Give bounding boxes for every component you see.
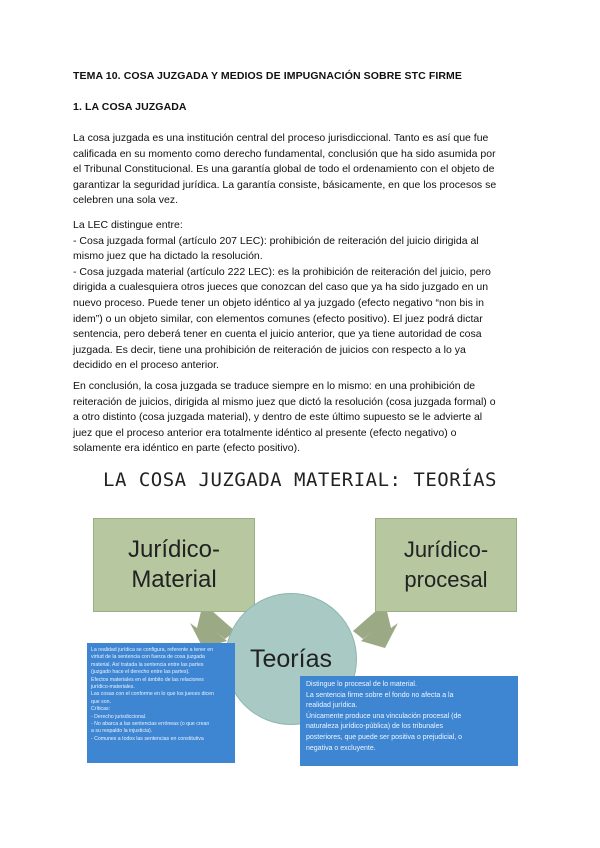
box-line: Material	[131, 566, 217, 593]
text-line: a otro distinto (cosa juzgada material), y dentro de este último supuesto se le advierte al	[73, 411, 483, 424]
material-theory-note	[87, 643, 235, 763]
paragraph-intro	[73, 131, 529, 209]
text-line: solamente era idéntico en parte (efecto positivo).	[73, 442, 301, 455]
text-line: garantizar la seguridad jurídica. La garantía consiste, básicamente, en que los procesos se	[73, 178, 497, 191]
paragraph-lec	[73, 218, 529, 374]
text-line: nuevo proceso. Puede tener un objeto idéntico al ya juzgado (efecto negativo “non bis in	[73, 296, 484, 309]
note-line: Las cosas con el conforme en lo que los jueces dicen	[91, 691, 214, 698]
paragraph-conclusion	[73, 379, 529, 457]
note-line: a su respaldo la injusticia).	[91, 728, 153, 735]
text-line: mismo juez que ha dictado la resolución.	[73, 250, 263, 263]
note-line: virtud de la sentencia con fuerza de cosa juzgada	[91, 654, 205, 661]
note-line: Críticas:	[91, 706, 111, 713]
text-line: decidido en el proceso anterior.	[73, 359, 219, 372]
note-line: posteriores, que puede ser positiva o prejudicial, o	[306, 733, 463, 741]
text-line: juzgada. Es decir, tiene una prohibición de reiteración de juicios con respecto a lo ya	[73, 343, 466, 356]
text-line: celebren una sola vez.	[73, 194, 179, 207]
box-line: Jurídico-	[127, 536, 221, 563]
text-line: La LEC distingue entre:	[73, 219, 183, 231]
text-line: dirigida a cualesquiera otros jueces que conozcan del caso que ya ha sido juzgado en un	[73, 281, 489, 294]
text-line: reiteración de juicios, dirigida al mismo juez que dictó la resolución (cosa juzgada formal) o	[73, 395, 496, 408]
text-line: sentencia, pero deberá tener en cuenta el juicio anterior, que ya tiene autoridad de cosa	[73, 328, 482, 341]
note-line: Únicamente produce una vinculación procesal (de	[306, 712, 462, 720]
section-heading: 1. LA COSA JUZGADA	[73, 101, 187, 113]
text-line: - Cosa juzgada material (artículo 222 LEC): es la prohibición de reiteración del juicio, pero	[73, 265, 491, 278]
text-line: La cosa juzgada es una institución central del proceso jurisdiccional. Tanto es así que fue	[73, 132, 489, 144]
note-line: (juzgado hace el derecho entre las partes).	[91, 669, 190, 676]
procesal-theory-note	[300, 676, 518, 766]
juridico-procesal-box	[375, 518, 517, 612]
note-line: Distingue lo procesal de lo material.	[306, 681, 417, 688]
text-line: - Cosa juzgada formal (artículo 207 LEC): prohibición de reiteración del juicio dirigida al	[73, 234, 479, 247]
box-line: procesal	[404, 567, 488, 592]
text-line: En conclusión, la cosa juzgada se traduce siempre en lo mismo: en una prohibición de	[73, 380, 476, 392]
circle-label: Teorías	[250, 644, 332, 673]
text-line: calificada en su momento como derecho fundamental, conclusión que ha sido asumida por	[73, 147, 496, 160]
note-line: - No abarca a las sentencias erróneas (o que crean	[91, 721, 210, 728]
note-line: que son.	[91, 698, 111, 705]
box-line: Jurídico-	[403, 537, 489, 562]
note-line: negativa o excluyente.	[306, 744, 376, 752]
note-line: realidad jurídica.	[306, 702, 358, 710]
note-line: material. Así tratada la sentencia entre las partes	[91, 661, 204, 668]
note-line: Efectos materiales en el ámbito de las relaciones	[91, 676, 204, 683]
diagram-title: LA COSA JUZGADA MATERIAL: TEORÍAS	[103, 469, 497, 491]
note-line: naturaleza jurídico-pública) de los tribunales	[306, 723, 443, 731]
theories-diagram	[85, 463, 525, 773]
note-line: - Comunes a todos las sentencias en constitutiva	[91, 735, 204, 742]
juridico-material-box	[93, 518, 255, 612]
text-line: idem”) o un objeto similar, con elementos comunes (efecto positivo). El juez podrá dictar	[73, 312, 483, 325]
note-line: jurídico-materiales.	[91, 684, 135, 691]
note-line: La realidad jurídica se configura, referente a tener en	[91, 647, 213, 653]
document-title: TEMA 10. COSA JUZGADA Y MEDIOS DE IMPUGNACIÓN SOBRE STC FIRME	[73, 70, 463, 82]
note-line: La sentencia firme sobre el fondo no afecta a la	[306, 691, 454, 699]
text-line: juez que el proceso anterior era totalmente idéntico al presente (efecto negativo) o	[73, 426, 457, 439]
text-line: el Tribunal Constitucional. Es una garantía global de todo el ordenamiento con el objeto de	[73, 163, 495, 176]
note-line: - Derecho jurisdiccional.	[91, 713, 147, 720]
